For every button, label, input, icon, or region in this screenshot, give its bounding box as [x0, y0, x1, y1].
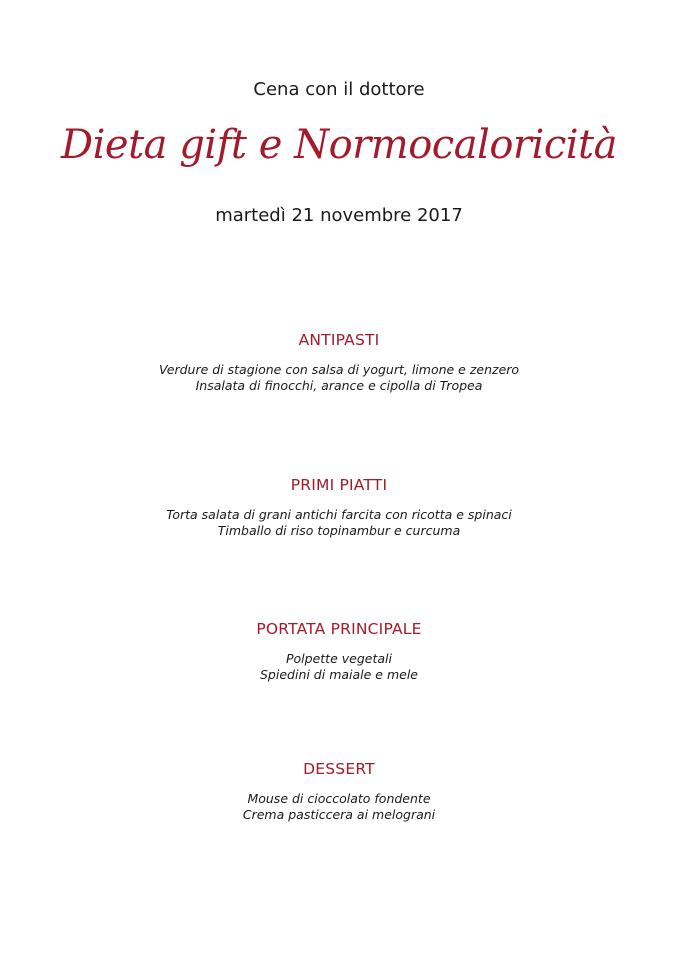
menu-item: Torta salata di grani antichi farcita con ricotta e spinaci — [166, 507, 512, 522]
section-dessert — [0, 759, 678, 823]
menu-title: Dieta gift e Normocaloricità — [61, 122, 617, 168]
menu-item: Mouse di cioccolato fondente — [247, 791, 431, 806]
section-antipasti — [0, 330, 678, 394]
menu-item: Timballo di riso topinambur e curcuma — [217, 523, 461, 538]
event-subtitle: Cena con il dottore — [253, 79, 425, 100]
section-heading: ANTIPASTI — [298, 331, 380, 349]
section-portata-principale — [0, 619, 678, 683]
menu-item: Verdure di stagione con salsa di yogurt, limone e zenzero — [158, 362, 520, 377]
menu-item: Crema pasticcera ai melograni — [242, 807, 436, 822]
menu-item: Insalata di finocchi, arance e cipolla di Tropea — [195, 378, 483, 393]
section-heading: PRIMI PIATTI — [290, 476, 388, 494]
section-heading: PORTATA PRINCIPALE — [256, 620, 422, 638]
menu-item: Spiedini di maiale e mele — [260, 667, 418, 682]
event-date: martedì 21 novembre 2017 — [215, 205, 463, 226]
menu-item: Polpette vegetali — [286, 651, 392, 666]
section-heading: DESSERT — [303, 760, 375, 778]
section-primi-piatti — [0, 475, 678, 539]
